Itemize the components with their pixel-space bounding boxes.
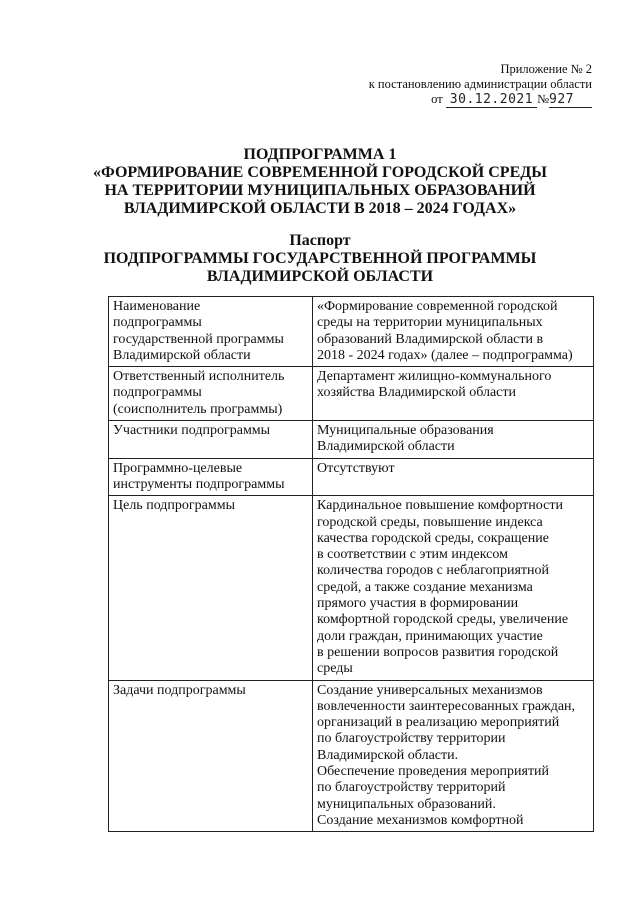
table-row [109,367,594,421]
table-row [109,458,594,496]
passport-heading [60,232,580,286]
label-line: инструменты подпрограммы [113,476,285,492]
value-line: среды на территории муниципальных [317,315,543,331]
value-line: «Формирование современной городской [317,299,558,314]
label-line: Ответственный исполнитель [113,369,285,385]
table-row [109,680,594,832]
value-line: Создание механизмов комфортной [317,812,524,828]
date-prefix: от [431,92,443,106]
resolution-date: 30.12.2021 [446,92,537,108]
value-line: Создание универсальных механизмов [317,682,543,698]
row-value-cell [313,680,594,832]
value-line: в соответствии с этим индексом [317,547,508,563]
passport-line: ПОДПРОГРАММЫ ГОСУДАРСТВЕННОЙ ПРОГРАММЫ [103,250,537,267]
row-label-cell [109,367,313,421]
value-line: Владимирской области [317,439,455,455]
table-row [109,297,594,367]
label-line: Программно-целевые [113,460,243,476]
value-line: количества городов с неблагоприятной [317,563,549,579]
value-line: Департамент жилищно-коммунального [317,369,552,385]
title-line: «ФОРМИРОВАНИЕ СОВРЕМЕННОЙ ГОРОДСКОЙ СРЕДЫ [93,164,547,181]
title-line: НА ТЕРРИТОРИИ МУНИЦИПАЛЬНЫХ ОБРАЗОВАНИЙ [104,182,536,199]
row-label-cell [109,421,313,459]
value-line: Кардинальное повышение комфортности [317,498,563,514]
appendix-date-line [332,92,592,108]
row-label-cell [109,496,313,680]
row-value-cell [313,458,594,496]
label-line: Цель подпрограммы [113,498,235,514]
row-label-cell [109,680,313,832]
value-line: в решении вопросов развития городской [317,644,559,660]
value-line: среды [317,661,353,677]
label-line: Наименование [113,299,201,314]
label-line: Владимирской области [113,347,251,363]
label-line: государственной программы [113,331,284,347]
row-label-cell [109,297,313,367]
appendix-header [332,62,592,108]
label-line: подпрограммы [113,385,202,401]
value-line: прямого участия в формировании [317,596,519,612]
passport-line: ВЛАДИМИРСКОЙ ОБЛАСТИ [206,268,434,285]
row-value-cell [313,496,594,680]
resolution-number: 927 [549,92,592,108]
value-line: по благоустройству территории [317,731,506,747]
number-prefix: № [537,92,550,106]
row-value-cell [313,297,594,367]
row-value-cell [313,367,594,421]
row-label-cell [109,458,313,496]
table-row [109,496,594,680]
value-line: 2018 - 2024 годах» (далее – подпрограмма) [317,347,573,363]
passport-line: Паспорт [289,232,351,249]
value-line: муниципальных образований. [317,796,496,812]
value-line: Обеспечение проведения мероприятий [317,764,550,780]
value-line: образований Владимирской области в [317,331,544,347]
appendix-resolution-ref: к постановлению администрации области [368,77,592,91]
title-line: ВЛАДИМИРСКОЙ ОБЛАСТИ В 2018 – 2024 ГОДАХ» [123,200,517,217]
value-line: комфортной городской среды, увеличение [317,612,569,628]
label-line: (соисполнитель программы) [113,401,283,417]
subprogram-title [60,146,580,218]
value-line: городской среды, повышение индекса [317,514,543,530]
value-line: вовлеченности заинтересованных граждан, [317,698,576,714]
appendix-number: Приложение № 2 [500,62,592,76]
title-line: ПОДПРОГРАММА 1 [243,146,397,163]
value-line: средой, а также создание механизма [317,579,533,595]
value-line: организаций в реализацию мероприятий [317,715,560,731]
label-line: Участники подпрограммы [113,423,271,439]
value-line: Муниципальные образования [317,423,494,439]
row-value-cell [313,421,594,459]
passport-table [108,296,594,832]
value-line: Владимирской области. [317,747,459,763]
label-line: подпрограммы [113,315,202,331]
label-line: Задачи подпрограммы [113,682,246,698]
value-line: по благоустройству территорий [317,780,506,796]
value-line: хозяйства Владимирской области [317,385,517,401]
value-line: доли граждан, принимающих участие [317,628,543,644]
value-line: Отсутствуют [317,460,395,476]
table-row [109,421,594,459]
value-line: качества городской среды, сокращение [317,530,549,546]
